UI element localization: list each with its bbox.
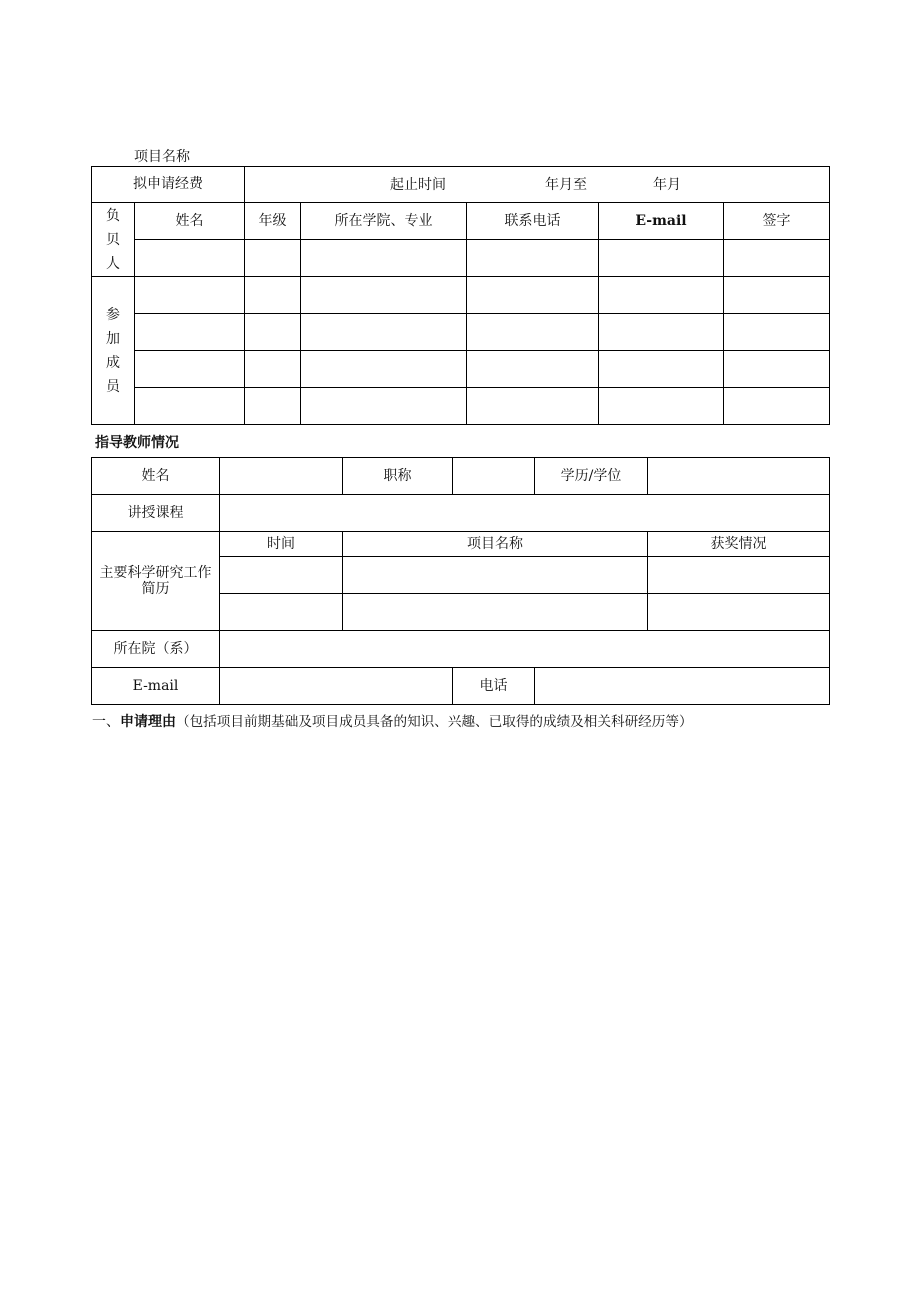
reason-prefix: 一、	[92, 714, 120, 730]
member-college-input[interactable]	[301, 388, 467, 425]
advisor-name-input[interactable]	[220, 458, 343, 495]
member-row	[92, 351, 830, 388]
header-college: 所在学院、专业	[301, 203, 467, 240]
advisor-department-label: 所在院（系）	[92, 631, 220, 668]
header-signature: 签字	[724, 203, 830, 240]
member-name-input[interactable]	[135, 351, 245, 388]
advisor-courses-input[interactable]	[220, 495, 830, 532]
project-name-label: 项目名称	[134, 149, 190, 165]
advisor-degree-input[interactable]	[648, 458, 830, 495]
advisor-department-input[interactable]	[220, 631, 830, 668]
member-college-input[interactable]	[301, 277, 467, 314]
member-name-input[interactable]	[135, 388, 245, 425]
advisor-degree-label: 学历/学位	[535, 458, 648, 495]
member-signature-input[interactable]	[724, 314, 830, 351]
research-label-line1: 主要科学研究工作	[99, 564, 212, 581]
advisor-phone-label: 电话	[453, 668, 535, 705]
research-project-input[interactable]	[343, 594, 648, 631]
member-grade-input[interactable]	[245, 314, 301, 351]
reason-title: 申请理由	[120, 714, 176, 730]
advisor-phone-input[interactable]	[535, 668, 830, 705]
leader-phone-input[interactable]	[467, 240, 599, 277]
research-label-line2: 简历	[141, 581, 170, 597]
member-phone-input[interactable]	[467, 351, 599, 388]
participants-label: 参 加 成 员	[106, 306, 120, 395]
research-time-input[interactable]	[220, 594, 343, 631]
research-header-award: 获奖情况	[648, 532, 830, 557]
member-grade-input[interactable]	[245, 351, 301, 388]
header-grade: 年级	[245, 203, 301, 240]
participants-label-cell	[92, 277, 135, 425]
header-name: 姓名	[135, 203, 245, 240]
member-email-input[interactable]	[599, 351, 724, 388]
advisor-title-input[interactable]	[453, 458, 535, 495]
research-award-input[interactable]	[648, 594, 830, 631]
member-signature-input[interactable]	[724, 351, 830, 388]
budget-label: 拟申请经费	[92, 167, 245, 203]
advisor-email-input[interactable]	[220, 668, 453, 705]
leader-label-cell	[92, 203, 135, 277]
leader-name-input[interactable]	[135, 240, 245, 277]
period-field[interactable]	[245, 167, 830, 203]
advisor-section-title: 指导教师情况	[95, 435, 179, 451]
leader-label: 负 贝 人	[106, 207, 120, 272]
period-from-label: 年月至	[545, 176, 587, 193]
member-college-input[interactable]	[301, 351, 467, 388]
period-to-label: 年月	[653, 176, 681, 193]
member-phone-input[interactable]	[467, 277, 599, 314]
research-time-input[interactable]	[220, 557, 343, 594]
advisor-name-label: 姓名	[92, 458, 220, 495]
leader-college-input[interactable]	[301, 240, 467, 277]
member-grade-input[interactable]	[245, 388, 301, 425]
leader-grade-input[interactable]	[245, 240, 301, 277]
research-header-time: 时间	[220, 532, 343, 557]
advisor-title-label: 职称	[343, 458, 453, 495]
member-name-input[interactable]	[135, 314, 245, 351]
leader-row	[92, 240, 830, 277]
advisor-courses-label: 讲授课程	[92, 495, 220, 532]
header-email: E-mail	[599, 203, 724, 240]
research-header-project: 项目名称	[343, 532, 648, 557]
research-label-cell	[92, 532, 220, 631]
member-row	[92, 314, 830, 351]
member-signature-input[interactable]	[724, 388, 830, 425]
member-name-input[interactable]	[135, 277, 245, 314]
applicant-table	[91, 166, 830, 425]
advisor-table	[91, 457, 830, 705]
header-phone: 联系电话	[467, 203, 599, 240]
advisor-email-label: E-mail	[92, 668, 220, 705]
member-college-input[interactable]	[301, 314, 467, 351]
member-email-input[interactable]	[599, 277, 724, 314]
period-label: 起止时间	[390, 176, 446, 193]
leader-email-input[interactable]	[599, 240, 724, 277]
member-email-input[interactable]	[599, 314, 724, 351]
research-award-input[interactable]	[648, 557, 830, 594]
research-project-input[interactable]	[343, 557, 648, 594]
member-phone-input[interactable]	[467, 314, 599, 351]
member-email-input[interactable]	[599, 388, 724, 425]
member-signature-input[interactable]	[724, 277, 830, 314]
reason-note: （包括项目前期基础及项目成员具备的知识、兴趣、已取得的成绩及相关科研经历等）	[176, 714, 693, 730]
leader-signature-input[interactable]	[724, 240, 830, 277]
member-row	[92, 388, 830, 425]
member-phone-input[interactable]	[467, 388, 599, 425]
member-grade-input[interactable]	[245, 277, 301, 314]
application-reason-heading	[92, 710, 693, 731]
member-row	[92, 277, 830, 314]
